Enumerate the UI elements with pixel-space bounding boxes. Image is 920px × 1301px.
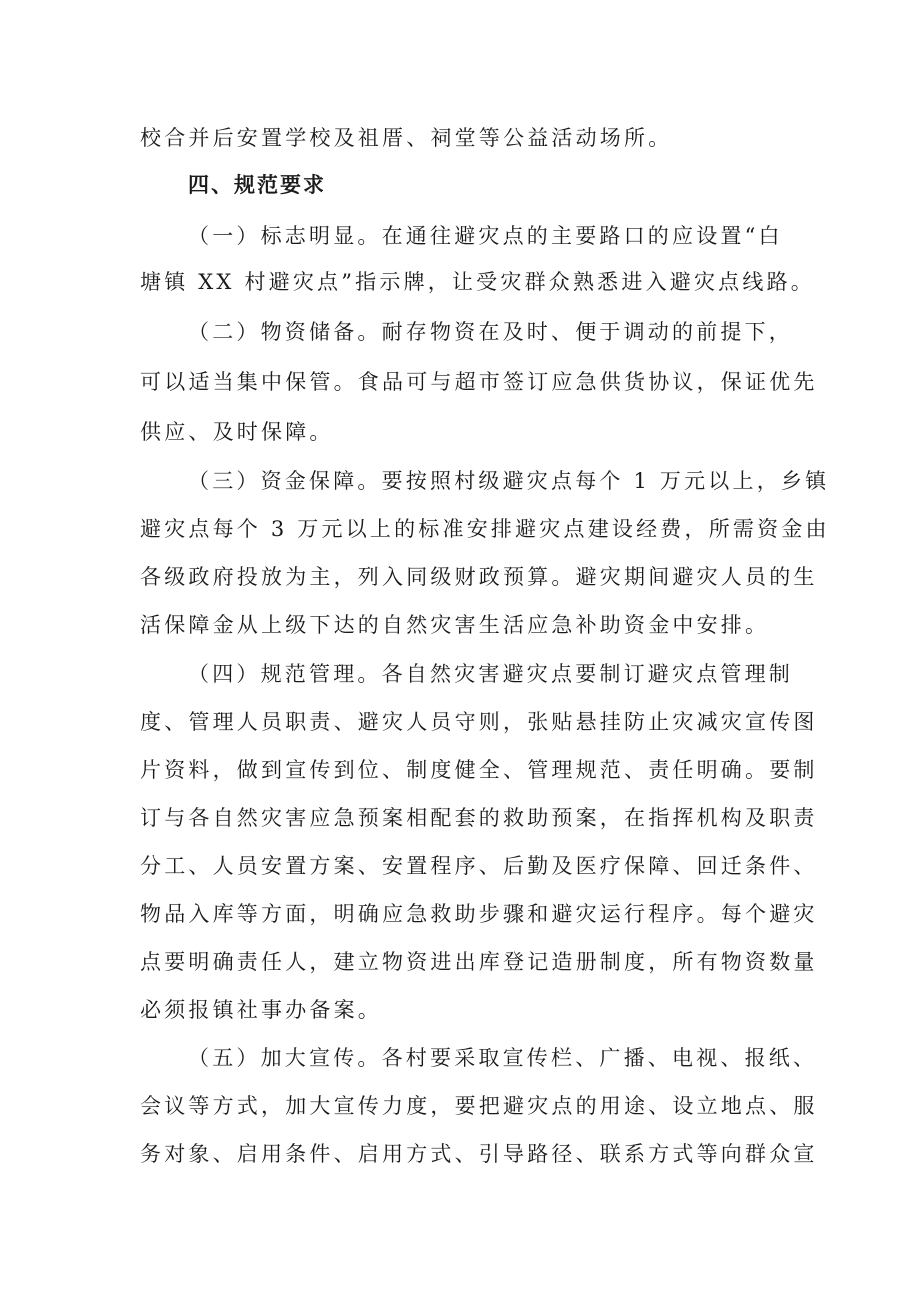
text-line: 点要明确责任人，建立物资进出库登记造册制度，所有物资数量 <box>140 950 818 974</box>
text-line: 务对象、启用条件、启用方式、引导路径、联系方式等向群众宣 <box>140 1142 818 1166</box>
section-heading: 四、规范要求 <box>188 173 326 197</box>
text-line: （一）标志明显。在通往避灾点的主要路口的应设置“白 <box>188 224 783 248</box>
text-line: 度、管理人员职责、避灾人员守则，张贴悬挂防止灾减灾宣传图 <box>140 710 818 734</box>
text-line: 供应、及时保障。 <box>140 420 334 444</box>
text-line: 会议等方式，加大宣传力度，要把避灾点的用途、设立地点、服 <box>140 1094 818 1118</box>
text-line: 避灾点每个 3 万元以上的标准安排避灾点建设经费，所需资金由 <box>140 517 830 541</box>
text-line: 校合并后安置学校及祖厝、祠堂等公益活动场所。 <box>140 126 673 150</box>
text-line: 分工、人员安置方案、安置程序、后勤及医疗保障、回迁条件、 <box>140 854 818 878</box>
text-line: 塘镇 XX 村避灾点”指示牌，让受灾群众熟悉进入避灾点线路。 <box>140 270 815 294</box>
text-line: （三）资金保障。要按照村级避灾点每个 1 万元以上，乡镇 <box>188 469 830 493</box>
text-line: （五）加大宣传。各村要采取宣传栏、广播、电视、报纸、 <box>188 1046 818 1070</box>
text-line: （四）规范管理。各自然灾害避灾点要制订避灾点管理制 <box>188 662 793 686</box>
text-line: 物品入库等方面，明确应急救助步骤和避灾运行程序。每个避灾 <box>140 902 818 926</box>
text-line: 各级政府投放为主，列入同级财政预算。避灾期间避灾人员的生 <box>140 565 818 589</box>
text-line: 片资料，做到宣传到位、制度健全、管理规范、责任明确。要制 <box>140 758 818 782</box>
text-line: 必须报镇社事办备案。 <box>140 998 382 1022</box>
text-line: 可以适当集中保管。食品可与超市签订应急供货协议，保证优先 <box>140 370 818 394</box>
text-line: 活保障金从上级下达的自然灾害生活应急补助资金中安排。 <box>140 613 770 637</box>
text-line: （二）物资储备。耐存物资在及时、便于调动的前提下， <box>188 320 793 344</box>
text-line: 订与各自然灾害应急预案相配套的救助预案，在指挥机构及职责 <box>140 806 818 830</box>
